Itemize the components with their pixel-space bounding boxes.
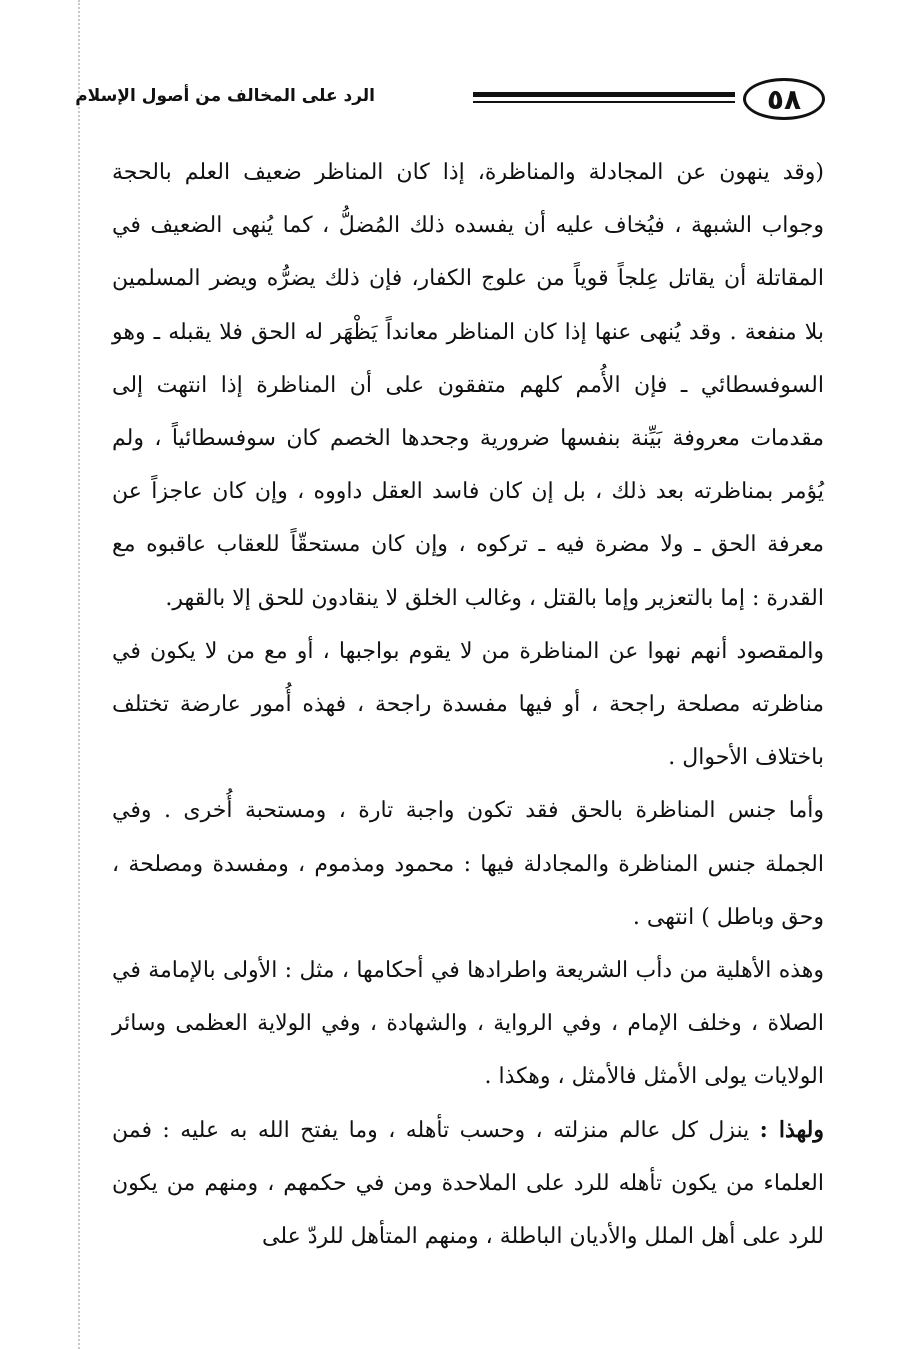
paragraph	[112, 625, 824, 785]
paragraph	[112, 146, 824, 625]
running-title: الرد على المخالف من أصول الإسلام	[75, 86, 375, 106]
header-rule-thick	[473, 92, 735, 97]
body-text	[112, 146, 824, 1263]
paragraph-text: ينزل كل عالم منزلته ، وحسب تأهله ، وما يفتح الله به عليه : فمن العلماء من يكون تأهله للرد على الملاحدة ومن في حكمهم ، ومنهم من يكون للرد على أهل الملل والأديان الباطلة ، ومنهم المتأهل للردّ على	[112, 1117, 824, 1250]
paragraph-text: وهذه الأهلية من دأب الشريعة واطرادها في أحكامها ، مثل : الأولى بالإمامة في الصلاة ، وخلف الإمام ، وفي الرواية ، والشهادة ، وفي الولاية العظمى وسائر الولايات يولى الأمثل فالأمثل ، وهكذا .	[112, 958, 824, 1090]
paragraph	[112, 944, 824, 1104]
page-number: ٥٨	[743, 78, 825, 120]
paragraph-text: والمقصود أنهم نهوا عن المناظرة من لا يقوم بواجبها ، أو مع من لا يكون في مناظرته مصلحة راجحة ، أو فيها مفسدة راجحة ، فهذه أُمور عارضة تختلف باختلاف الأحوال .	[112, 638, 824, 771]
paragraph-text: وأما جنس المناظرة بالحق فقد تكون واجبة تارة ، ومستحبة أُخرى . وفي الجملة جنس المناظرة والمجادلة فيها : محمود ومذموم ، ومفسدة ومصلحة ، وحق وباطل ) انتهى .	[112, 798, 825, 930]
paragraph	[112, 784, 824, 944]
page-header	[75, 72, 825, 128]
header-rule-thin	[473, 101, 735, 103]
paragraph	[112, 1104, 824, 1264]
paragraph-text: (وقد ينهون عن المجادلة والمناظرة، إذا كان المناظر ضعيف العلم بالحجة وجواب الشبهة ، فيُخاف عليه أن يفسده ذلك المُضلُّ ، كما يُنهى الضعيف في المقاتلة أن يقاتل عِلجاً قوياً من علوج الكفار، فإن ذلك يضرُّه ويضر المسلمين بلا منفعة . وقد يُنهى عنها إذا كان المناظر معانداً يَظْهَر له الحق فلا يقبله ـ وهو السوفسطائي ـ فإن الأُمم كلهم متفقون على أن المناظرة إذا انتهت إلى مقدمات معروفة بَيِّنة بنفسها ضرورية وجحدها الخصم كان سوفسطائياً ، ولم يُؤمر بمناظرته بعد ذلك ، بل إن كان فاسد العقل داووه ، وإن كان عاجزاً عن معرفة الحق ـ ولا مضرة فيه ـ تركوه ، وإن كان مستحقّاً للعقاب عاقبوه مع القدرة : إما بالتعزير وإما بالقتل ، وغالب الخلق لا ينقادون للحق إلا بالقهر.	[112, 160, 825, 611]
margin-dotted-line	[78, 0, 80, 1349]
paragraph-lead-word: ولهذا :	[759, 1116, 824, 1143]
